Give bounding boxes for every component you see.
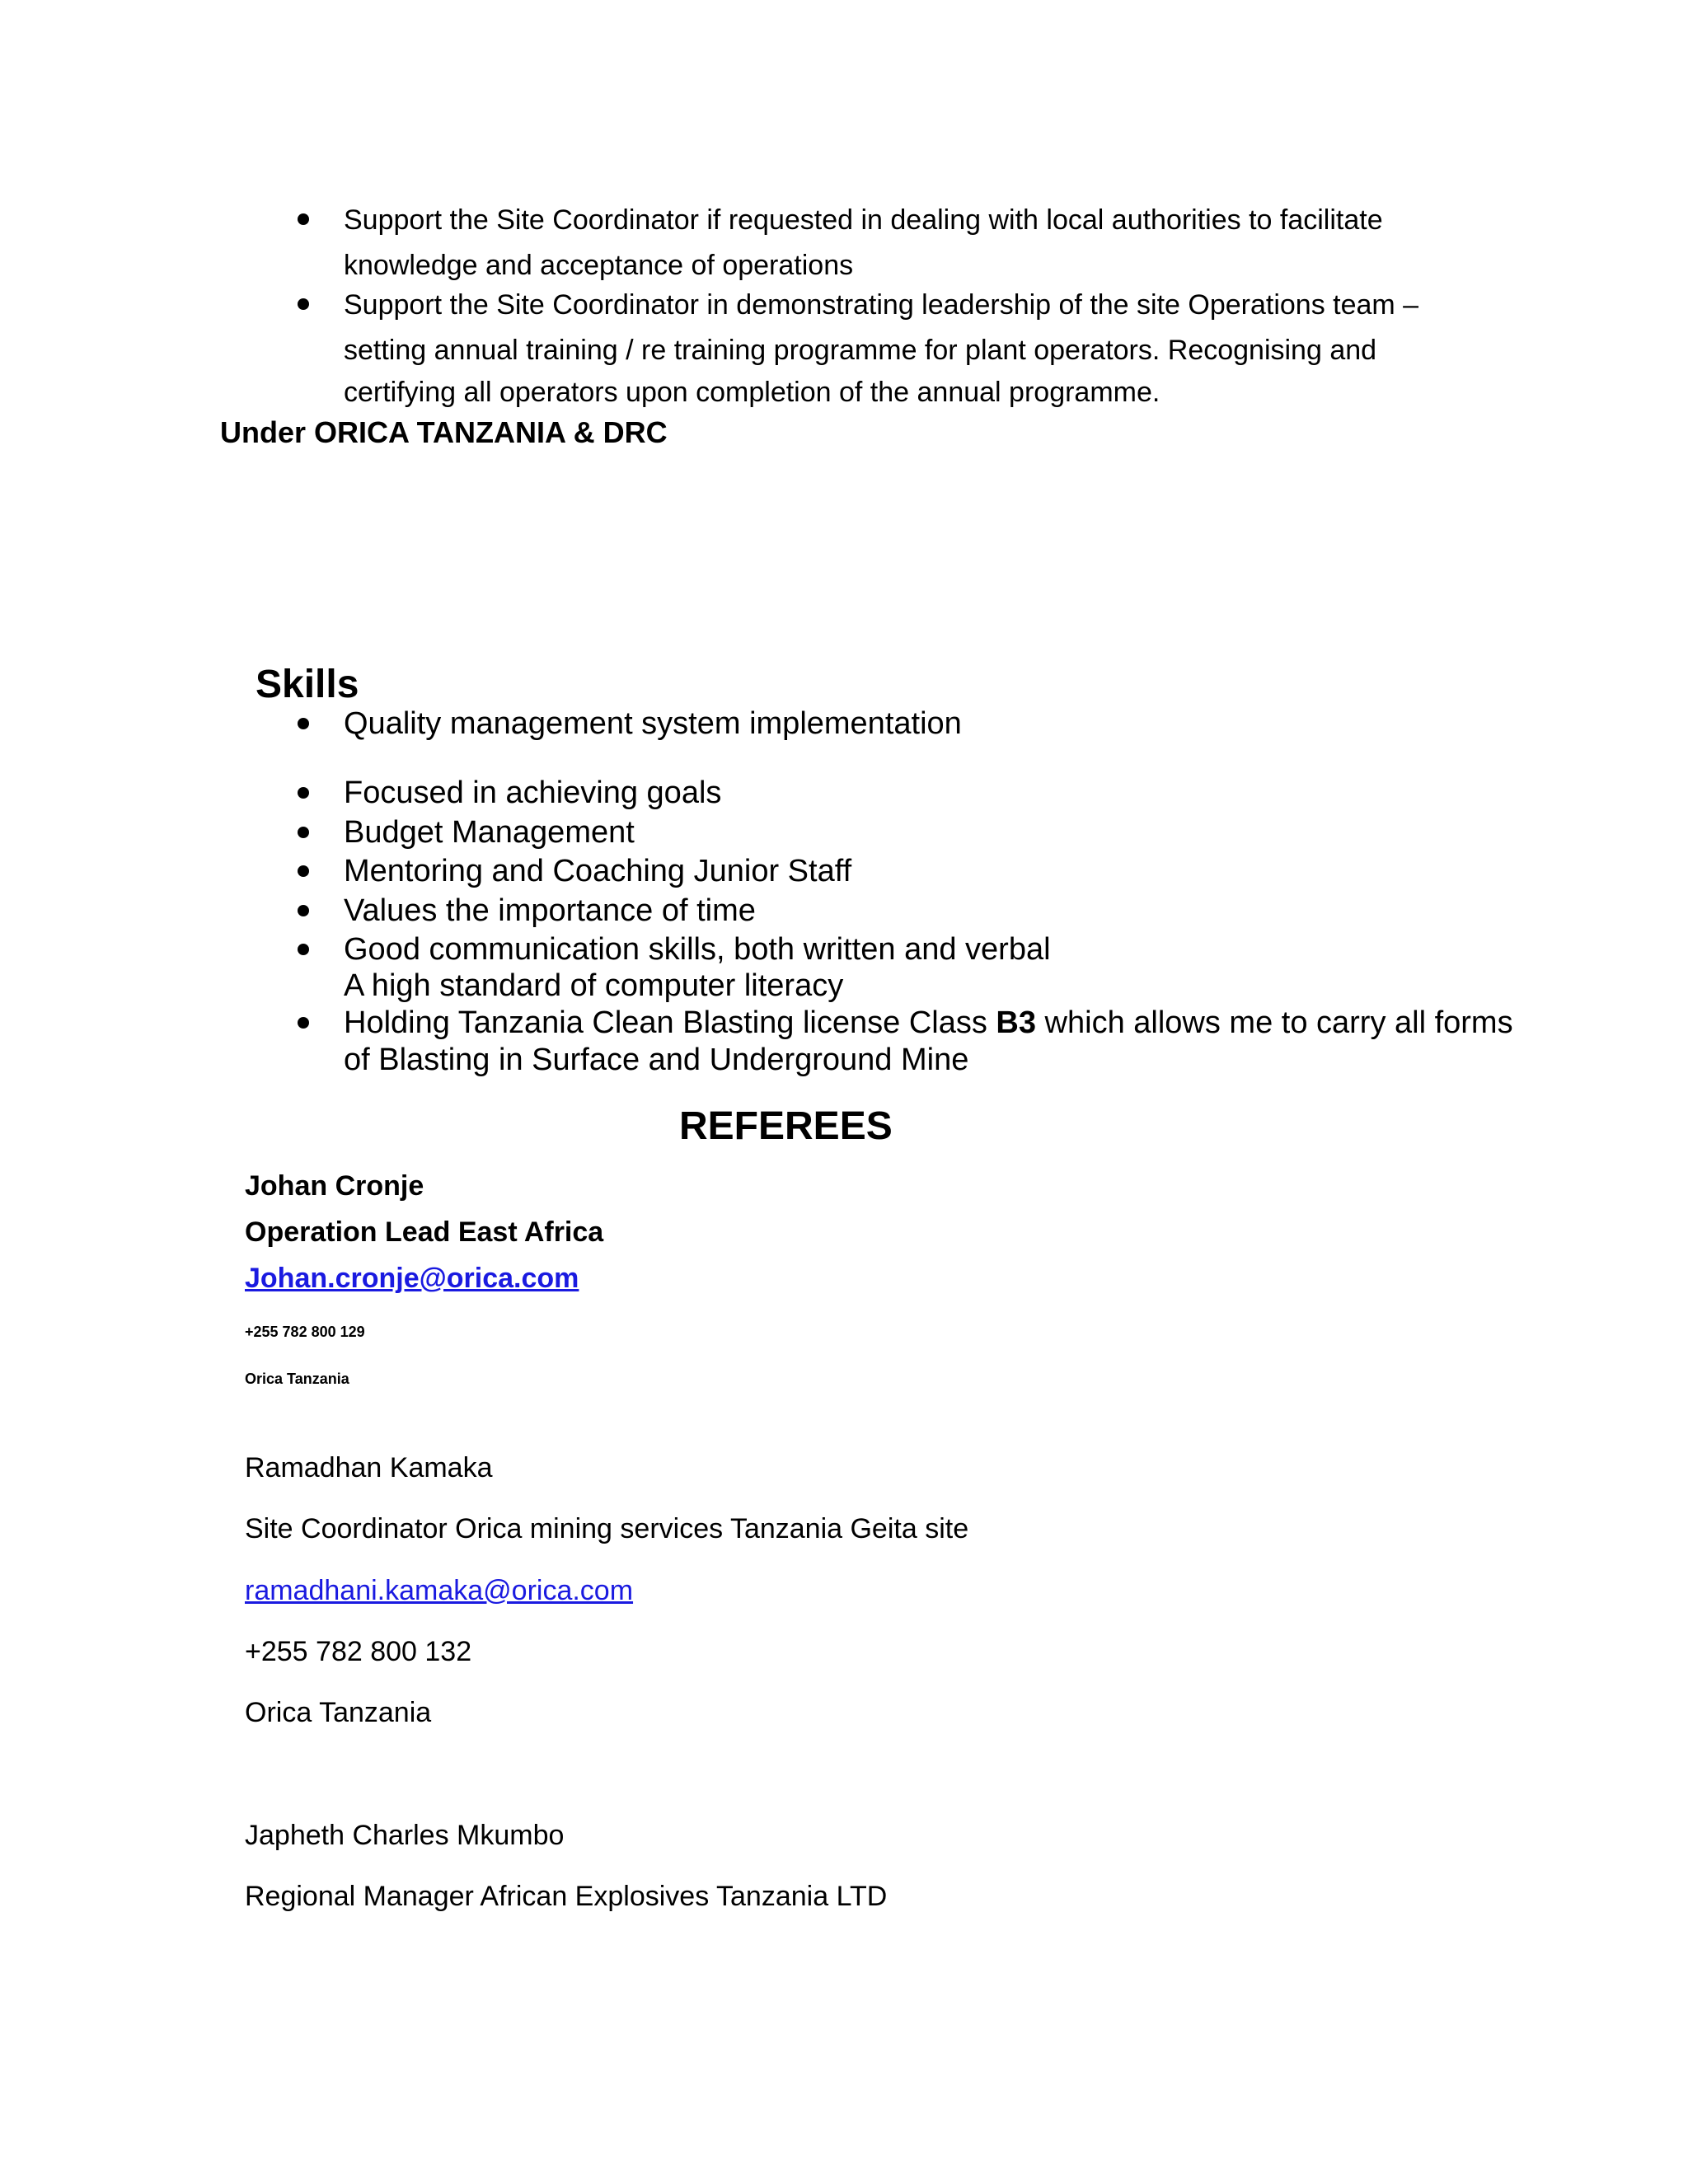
- bullet-icon: [298, 865, 309, 877]
- license-text-end: which allows me to carry all forms: [1036, 1005, 1513, 1040]
- license-class: B3: [996, 1005, 1036, 1040]
- skills-heading: Skills: [256, 663, 359, 706]
- license-skill-line2: of Blasting in Surface and Underground Mine: [344, 1043, 969, 1077]
- bullet-icon: [298, 213, 309, 225]
- referee-title: Operation Lead East Africa: [245, 1216, 604, 1248]
- bullet-icon: [298, 298, 309, 310]
- license-text-start: Holding Tanzania Clean Blasting license Class: [344, 1005, 996, 1040]
- skill-item: Budget Management: [344, 815, 635, 850]
- referee-name: Johan Cronje: [245, 1170, 424, 1202]
- referee-phone: +255 782 800 132: [245, 1636, 472, 1667]
- duty-line: Support the Site Coordinator in demonstrating leadership of the site Operations team –: [344, 289, 1419, 321]
- referee-email-link[interactable]: Johan.cronje@orica.com: [245, 1263, 579, 1294]
- bullet-icon: [298, 905, 309, 916]
- bullet-icon: [298, 787, 309, 799]
- referee-email-link[interactable]: ramadhani.kamaka@orica.com: [245, 1575, 634, 1606]
- referees-heading: REFEREES: [679, 1104, 893, 1148]
- referee-phone: +255 782 800 129: [245, 1324, 365, 1340]
- referee-name: Ramadhan Kamaka: [245, 1452, 493, 1483]
- referee-name: Japheth Charles Mkumbo: [245, 1820, 565, 1851]
- skill-item-continued: A high standard of computer literacy: [344, 968, 844, 1003]
- duty-line: setting annual training / re training programme for plant operators. Recognising and: [344, 335, 1377, 366]
- referee-company: Orica Tanzania: [245, 1697, 432, 1728]
- bullet-icon: [298, 944, 309, 955]
- skill-item: Values the importance of time: [344, 893, 756, 928]
- duty-line: Support the Site Coordinator if requested in dealing with local authorities to facilitate: [344, 204, 1383, 236]
- skill-item: Mentoring and Coaching Junior Staff: [344, 854, 852, 888]
- duty-line: knowledge and acceptance of operations: [344, 250, 854, 281]
- skill-item: Focused in achieving goals: [344, 776, 722, 810]
- referee-company: Orica Tanzania: [245, 1371, 349, 1387]
- license-skill-item: [344, 1005, 1513, 1041]
- referee-title: Regional Manager African Explosives Tanzania LTD: [245, 1881, 888, 1912]
- referee-title: Site Coordinator Orica mining services Tanzania Geita site: [245, 1513, 969, 1544]
- skill-item: Quality management system implementation: [344, 706, 962, 741]
- duty-line: certifying all operators upon completion of the annual programme.: [344, 377, 1160, 408]
- employer-label: Under ORICA TANZANIA & DRC: [220, 415, 668, 449]
- skill-item: Good communication skills, both written and verbal: [344, 932, 1051, 967]
- bullet-icon: [298, 827, 309, 838]
- bullet-icon: [298, 718, 309, 729]
- bullet-icon: [298, 1017, 309, 1029]
